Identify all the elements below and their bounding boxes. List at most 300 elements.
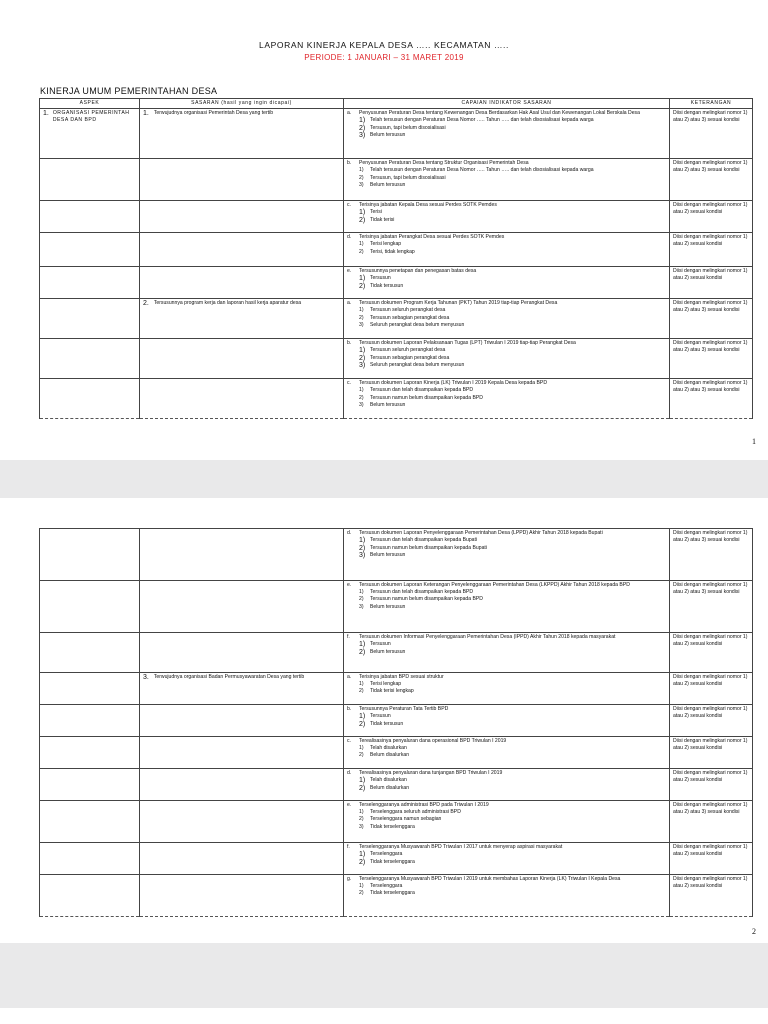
- option-number: 3): [359, 401, 364, 408]
- option-number: 1): [359, 713, 366, 721]
- option-text: Tersusun sebagian perangkat desa: [370, 314, 450, 321]
- keterangan-cell: Diisi dengan melingkari nomor 1) atau 2) atau 3) sesuai kondisi: [670, 379, 753, 419]
- indicator-option: [347, 604, 666, 611]
- option-number: 1): [359, 681, 364, 688]
- indicator-option: [347, 721, 666, 728]
- indicator-option: [347, 537, 666, 544]
- indicator-heading: [347, 634, 666, 641]
- indicator-cell: [344, 379, 670, 419]
- keterangan-cell: Diisi dengan melingkari nomor 1) atau 2) sesuai kondisi: [670, 233, 753, 267]
- option-number: 3): [359, 132, 366, 140]
- page-number: 1: [752, 437, 756, 446]
- indicator-option: [347, 681, 666, 688]
- option-text: Tersusun namun belum disampaikan kepada BPD: [370, 596, 483, 603]
- indicator-cell: [344, 843, 670, 875]
- indicator-option: [347, 395, 666, 402]
- indicator-heading: [347, 234, 666, 241]
- indicator-option: [347, 167, 666, 174]
- option-number: 1): [359, 641, 366, 649]
- option-text: Terisi: [370, 209, 382, 216]
- indicator-option: [347, 117, 666, 124]
- option-number: 2): [359, 248, 364, 255]
- option-text: Tidak tersusun: [370, 720, 404, 727]
- option-text: Tidak tersusun: [370, 282, 404, 289]
- keterangan-cell: Diisi dengan melingkari nomor 1) atau 2) atau 3) sesuai kondisi: [670, 339, 753, 379]
- option-number: 2): [359, 596, 364, 603]
- option-text: Tersusun: [370, 275, 391, 282]
- sasaran-number: 2.: [143, 300, 149, 308]
- option-number: 1): [359, 117, 366, 125]
- document-page-1: [0, 0, 768, 460]
- option-number: 1): [359, 275, 366, 283]
- sasaran-number: 3.: [143, 674, 149, 681]
- indicator-option: [347, 851, 666, 858]
- keterangan-cell: Diisi dengan melingkari nomor 1) atau 2) atau 3) sesuai kondisi: [670, 109, 753, 159]
- sasaran-number: 1.: [143, 110, 149, 118]
- indicator-option: [347, 809, 666, 816]
- header-capaian: CAPAIAN INDIKATOR SASARAN: [344, 99, 670, 109]
- option-number: 3): [359, 362, 366, 370]
- option-text: Terisi lengkap: [370, 681, 402, 688]
- sasaran-cell: [140, 299, 344, 339]
- sasaran-item: [143, 110, 340, 118]
- indicator-option: [347, 688, 666, 695]
- header-keterangan: KETERANGAN: [670, 99, 753, 109]
- table-row: [40, 201, 753, 233]
- indicator-option: [347, 347, 666, 354]
- indicator-text: Tersusunnya penetapan dan penegasan batas desa: [359, 268, 477, 275]
- option-number: 1): [359, 241, 364, 248]
- option-text: Tersusun, tapi belum disosialisasi: [370, 174, 446, 181]
- aspek-cell: [40, 339, 140, 379]
- sasaran-cell: [140, 581, 344, 633]
- indicator-text: Terisinya jabatan Kepala Desa sesuai Perdes SOTK Pemdes: [359, 202, 497, 209]
- aspek-cell: [40, 267, 140, 299]
- indicator-option: [347, 745, 666, 752]
- option-number: 1): [359, 537, 366, 545]
- option-number: 1): [359, 347, 366, 355]
- option-number: 2): [359, 216, 366, 224]
- indicator-text: Penyusunan Peraturan Desa tentang Struktur Organisasi Pemerintah Desa: [359, 160, 529, 167]
- indicator-heading: [347, 110, 666, 117]
- keterangan-cell: Diisi dengan melingkari nomor 1) atau 2) sesuai kondisi: [670, 843, 753, 875]
- indicator-letter: b.: [347, 706, 352, 712]
- indicator-option: [347, 785, 666, 792]
- indicator-text: Penyusunan Peraturan Desa tentang Kewenangan Desa Berdasarkan Hak Asal Usul dan Kewenangan Lokal Berskala Desa: [359, 110, 640, 117]
- keterangan-cell: Diisi dengan melingkari nomor 1) atau 2) atau 3) sesuai kondisi: [670, 159, 753, 201]
- option-text: Belum tersusun: [370, 603, 406, 610]
- indicator-letter: b.: [347, 340, 352, 347]
- table-row: [40, 529, 753, 581]
- table-row: [40, 581, 753, 633]
- option-text: Telah disalurkan: [370, 745, 407, 752]
- indicator-option: [347, 752, 666, 759]
- option-number: 2): [359, 174, 364, 181]
- indicator-option: [347, 249, 666, 256]
- indicator-option: [347, 824, 666, 831]
- keterangan-cell: Diisi dengan melingkari nomor 1) atau 2) sesuai kondisi: [670, 737, 753, 769]
- sasaran-cell: [140, 201, 344, 233]
- indicator-text: Tersusun dokumen Informasi Penyelenggaraan Pemerintahan Desa (IPPD) Akhir Tahun 2018 kepada masyarakat: [359, 634, 616, 640]
- indicator-heading: [347, 202, 666, 209]
- header-aspek: ASPEK: [40, 99, 140, 109]
- indicator-heading: [347, 300, 666, 307]
- aspek-cell: [40, 529, 140, 581]
- indicator-option: [347, 315, 666, 322]
- aspek-cell: [40, 109, 140, 159]
- indicator-option: [347, 387, 666, 394]
- option-number: 1): [359, 809, 364, 816]
- aspek-number: 1.: [43, 110, 49, 118]
- aspek-cell: [40, 875, 140, 917]
- indicator-option: [347, 362, 666, 369]
- table-row: [40, 843, 753, 875]
- option-number: 2): [359, 816, 364, 823]
- sasaran-cell: [140, 769, 344, 801]
- sasaran-cell: [140, 379, 344, 419]
- table-row: [40, 299, 753, 339]
- table-row: [40, 339, 753, 379]
- indicator-text: Terselenggaranya administrasi BPD pada Triwulan I 2019: [359, 802, 489, 808]
- option-text: Terselenggara seluruh administrasi BPD: [370, 809, 461, 816]
- option-number: 2): [359, 282, 366, 290]
- indicator-text: Terselenggaranya Musyawarah BPD Triwulan I 2019 untuk membahas Laporan Kinerja (LK) Triwulan I Kepala Desa: [359, 876, 621, 882]
- aspek-cell: [40, 843, 140, 875]
- sasaran-item: [143, 674, 340, 682]
- indicator-text: Tersusun dokumen Laporan Kinerja (LK) Triwulan I 2019 Kepala Desa kepada BPD: [359, 380, 548, 387]
- indicator-text: Terisinya jabatan BPD sesuai struktur: [359, 674, 444, 680]
- indicator-heading: [347, 802, 666, 809]
- option-number: 2): [359, 544, 366, 552]
- indicator-heading: [347, 530, 666, 537]
- aspek-cell: [40, 201, 140, 233]
- option-text: Tersusun sebagian perangkat desa: [370, 354, 450, 361]
- option-number: 2): [359, 648, 366, 656]
- keterangan-cell: Diisi dengan melingkari nomor 1) atau 2) sesuai kondisi: [670, 705, 753, 737]
- option-text: Terselenggara: [370, 851, 403, 858]
- option-number: 3): [359, 181, 364, 188]
- keterangan-cell: Diisi dengan melingkari nomor 1) atau 2) atau 3) sesuai kondisi: [670, 299, 753, 339]
- sasaran-cell: [140, 737, 344, 769]
- aspek-cell: [40, 769, 140, 801]
- keterangan-cell: Diisi dengan melingkari nomor 1) atau 2) sesuai kondisi: [670, 673, 753, 705]
- option-text: Tersusun seluruh perangkat desa: [370, 307, 446, 314]
- option-text: Belum tersusun: [370, 552, 406, 559]
- indicator-option: [347, 217, 666, 224]
- indicator-cell: [344, 339, 670, 379]
- table-row: [40, 633, 753, 673]
- indicator-letter: c.: [347, 380, 351, 387]
- document-page-3: [0, 1008, 768, 1024]
- sasaran-cell: [140, 233, 344, 267]
- indicator-option: [347, 641, 666, 648]
- indicator-option: [347, 283, 666, 290]
- indicator-option: [347, 545, 666, 552]
- indicator-text: Terselenggaranya Musyawarah BPD Triwulan I 2017 untuk menyerap aspirasi masyarakat: [359, 844, 563, 850]
- option-number: 1): [359, 589, 364, 596]
- indicator-text: Tersusun dokumen Laporan Penyelenggaraan Pemerintahan Desa (LPPD) Akhir Tahun 2018 kepada Bupati: [359, 530, 603, 536]
- table-header-row: [40, 99, 753, 109]
- option-text: Tidak terselenggara: [370, 823, 415, 830]
- indicator-option: [347, 209, 666, 216]
- option-text: Terisi, tidak lengkap: [370, 248, 415, 255]
- sasaran-cell: [140, 633, 344, 673]
- keterangan-cell: Diisi dengan melingkari nomor 1) atau 2) sesuai kondisi: [670, 633, 753, 673]
- option-text: Belum tersusun: [370, 648, 406, 655]
- header-sasaran: SASARAN (hasil yang ingin dicapai): [140, 99, 344, 109]
- option-number: 1): [359, 745, 364, 752]
- option-number: 2): [359, 858, 366, 866]
- sasaran-item: [143, 300, 340, 308]
- indicator-heading: [347, 160, 666, 167]
- option-text: Tersusun dan telah disampaikan kepada BPD: [370, 589, 474, 596]
- table-row: [40, 769, 753, 801]
- aspek-cell: [40, 705, 140, 737]
- option-number: 2): [359, 394, 364, 401]
- indicator-heading: [347, 674, 666, 681]
- kinerja-table-page-1: [39, 98, 753, 419]
- indicator-letter: a.: [347, 300, 352, 307]
- table-row: [40, 109, 753, 159]
- option-text: Tersusun seluruh perangkat desa: [370, 347, 446, 354]
- page-number: 2: [752, 927, 756, 936]
- document-page-2: [0, 498, 768, 943]
- document-period: PERIODE: 1 JANUARI – 31 MARET 2019: [304, 53, 464, 62]
- indicator-heading: [347, 582, 666, 589]
- aspek-cell: [40, 673, 140, 705]
- document-title: LAPORAN KINERJA KEPALA DESA ….. KECAMATAN …..: [259, 40, 509, 50]
- sasaran-cell: [140, 109, 344, 159]
- indicator-option: [347, 182, 666, 189]
- keterangan-cell: Diisi dengan melingkari nomor 1) atau 2) sesuai kondisi: [670, 267, 753, 299]
- indicator-cell: [344, 109, 670, 159]
- indicator-text: Terealisasinya penyaluran dana operasional BPD Triwulan I 2019: [359, 738, 507, 744]
- keterangan-cell: Diisi dengan melingkari nomor 1) atau 2) atau 3) sesuai kondisi: [670, 801, 753, 843]
- option-text: Belum tersusun: [370, 401, 406, 408]
- indicator-letter: e.: [347, 582, 352, 588]
- indicator-heading: [347, 738, 666, 745]
- sasaran-cell: [140, 339, 344, 379]
- option-number: 2): [359, 314, 364, 321]
- aspek-cell: [40, 159, 140, 201]
- table-row: [40, 379, 753, 419]
- indicator-option: [347, 713, 666, 720]
- indicator-letter: e.: [347, 802, 352, 808]
- option-number: 1): [359, 851, 366, 859]
- indicator-heading: [347, 706, 666, 713]
- indicator-letter: c.: [347, 738, 351, 744]
- option-number: 1): [359, 777, 366, 785]
- sasaran-cell: [140, 705, 344, 737]
- indicator-option: [347, 355, 666, 362]
- indicator-cell: [344, 267, 670, 299]
- indicator-heading: [347, 380, 666, 387]
- indicator-option: [347, 241, 666, 248]
- indicator-letter: a.: [347, 110, 352, 117]
- indicator-cell: [344, 633, 670, 673]
- indicator-cell: [344, 737, 670, 769]
- kinerja-table-page-2: [39, 528, 753, 917]
- indicator-letter: f.: [347, 844, 350, 850]
- indicator-cell: [344, 875, 670, 917]
- table-row: [40, 267, 753, 299]
- indicator-letter: d.: [347, 770, 352, 776]
- indicator-text: Tersusun dokumen Program Kerja Tahunan (PKT) Tahun 2019 tiap-tiap Perangkat Desa: [359, 300, 558, 307]
- indicator-heading: [347, 340, 666, 347]
- indicator-letter: e.: [347, 268, 352, 275]
- option-number: 3): [359, 603, 364, 610]
- option-text: Belum tersusun: [370, 181, 406, 188]
- indicator-option: [347, 890, 666, 897]
- indicator-cell: [344, 299, 670, 339]
- aspek-cell: [40, 379, 140, 419]
- indicator-option: [347, 883, 666, 890]
- table-row: [40, 875, 753, 917]
- indicator-option: [347, 859, 666, 866]
- table-row: [40, 801, 753, 843]
- aspek-cell: [40, 801, 140, 843]
- keterangan-cell: Diisi dengan melingkari nomor 1) atau 2) sesuai kondisi: [670, 201, 753, 233]
- indicator-option: [347, 649, 666, 656]
- indicator-option: [347, 132, 666, 139]
- option-text: Tersusun dan telah disampaikan kepada Bupati: [370, 537, 478, 544]
- indicator-option: [347, 125, 666, 132]
- option-number: 2): [359, 890, 364, 897]
- sasaran-cell: [140, 159, 344, 201]
- option-number: 2): [359, 688, 364, 695]
- indicator-letter: g.: [347, 876, 352, 882]
- option-text: Tersusun namun belum disampaikan kepada Bupati: [370, 544, 487, 551]
- sasaran-cell: [140, 801, 344, 843]
- option-text: Tidak terselenggara: [370, 890, 415, 897]
- indicator-letter: a.: [347, 674, 352, 680]
- aspek-cell: [40, 299, 140, 339]
- indicator-cell: [344, 673, 670, 705]
- indicator-text: Tersusun dokumen Laporan Keterangan Penyelenggaraan Pemerintahan Desa (LKPPD) Akhir Tahun 2018 kepada BPD: [359, 582, 630, 588]
- indicator-option: [347, 816, 666, 823]
- sasaran-text: Tersusunnya program kerja dan laporan hasil kerja aparatur desa: [153, 300, 302, 307]
- indicator-option: [347, 322, 666, 329]
- aspek-cell: [40, 633, 140, 673]
- table-row: [40, 705, 753, 737]
- option-text: Tersusun: [370, 641, 391, 648]
- sasaran-text: Terwujudnya organisasi Badan Permusyawaratan Desa yang tertib: [153, 674, 305, 680]
- aspek-cell: [40, 737, 140, 769]
- option-text: Telah tersusun dengan Peraturan Desa Nomor ….. Tahun ….. dan telah disosialisasi kepada warga: [370, 117, 594, 124]
- option-number: 2): [359, 720, 366, 728]
- option-number: 1): [359, 883, 364, 890]
- indicator-option: [347, 275, 666, 282]
- indicator-option: [347, 307, 666, 314]
- indicator-option: [347, 589, 666, 596]
- option-number: 2): [359, 784, 366, 792]
- indicator-option: [347, 552, 666, 559]
- option-number: 2): [359, 354, 366, 362]
- indicator-cell: [344, 705, 670, 737]
- option-number: 1): [359, 307, 364, 314]
- indicator-heading: [347, 268, 666, 275]
- indicator-option: [347, 596, 666, 603]
- option-text: Telah tersusun dengan Peraturan Desa Nomor ….. Tahun ….. dan telah disosialisasi kepada warga: [370, 167, 594, 174]
- option-text: Belum disalurkan: [370, 784, 410, 791]
- keterangan-cell: Diisi dengan melingkari nomor 1) atau 2) sesuai kondisi: [670, 769, 753, 801]
- sasaran-cell: [140, 673, 344, 705]
- keterangan-cell: Diisi dengan melingkari nomor 1) atau 2) atau 3) sesuai kondisi: [670, 529, 753, 581]
- indicator-text: Tersusunnya Peraturan Tata Tertib BPD: [359, 706, 449, 712]
- option-number: 3): [359, 552, 366, 560]
- indicator-text: Tersusun dokumen Laporan Pelaksanaan Tugas (LPT) Triwulan I 2019 tiap-tiap Perangkat Desa: [359, 340, 576, 347]
- indicator-letter: f.: [347, 634, 350, 640]
- sasaran-cell: [140, 875, 344, 917]
- table-row: [40, 159, 753, 201]
- indicator-cell: [344, 769, 670, 801]
- sasaran-cell: [140, 267, 344, 299]
- sasaran-text: Terwujudnya organisasi Pemerintah Desa yang tertib: [153, 110, 274, 117]
- indicator-option: [347, 777, 666, 784]
- option-number: 1): [359, 167, 364, 174]
- aspek-text: ORGANISASI PEMERINTAH DESA DAN BPD: [52, 110, 130, 124]
- indicator-letter: d.: [347, 234, 352, 241]
- option-text: Telah disalurkan: [370, 777, 407, 784]
- aspek-cell: [40, 233, 140, 267]
- option-text: Tidak terselenggara: [370, 858, 415, 865]
- keterangan-cell: Diisi dengan melingkari nomor 1) atau 2) atau 3) sesuai kondisi: [670, 581, 753, 633]
- option-text: Tersusun, tapi belum disosialisasi: [370, 124, 446, 131]
- option-number: 2): [359, 124, 366, 132]
- indicator-heading: [347, 844, 666, 851]
- table-row: [40, 737, 753, 769]
- option-text: Tersusun namun belum disampaikan kepada BPD: [370, 394, 483, 401]
- indicator-text: Terisinya jabatan Perangkat Desa sesuai Perdes SOTK Pemdes: [359, 234, 505, 241]
- indicator-letter: b.: [347, 160, 352, 167]
- indicator-cell: [344, 159, 670, 201]
- indicator-cell: [344, 201, 670, 233]
- table-row: [40, 673, 753, 705]
- indicator-cell: [344, 581, 670, 633]
- option-text: Seluruh perangkat desa belum menyusun: [370, 362, 465, 369]
- option-text: Belum disalurkan: [370, 752, 410, 759]
- sasaran-cell: [140, 529, 344, 581]
- option-text: Terselenggara namun sebagian: [370, 816, 442, 823]
- indicator-heading: [347, 770, 666, 777]
- indicator-option: [347, 402, 666, 409]
- option-text: Terselenggara: [370, 883, 403, 890]
- option-text: Seluruh perangkat desa belum menyusun: [370, 321, 465, 328]
- option-text: Terisi lengkap: [370, 241, 402, 248]
- option-number: 1): [359, 209, 366, 217]
- sasaran-cell: [140, 843, 344, 875]
- option-number: 1): [359, 387, 364, 394]
- indicator-option: [347, 175, 666, 182]
- option-text: Belum tersusun: [370, 132, 406, 139]
- indicator-cell: [344, 233, 670, 267]
- aspek-item: [43, 110, 136, 124]
- option-text: Tersusun: [370, 713, 391, 720]
- indicator-cell: [344, 801, 670, 843]
- option-number: 2): [359, 752, 364, 759]
- option-text: Tidak terisi lengkap: [370, 688, 414, 695]
- indicator-text: Terealisasinya penyaluran dana tunjangan BPD Triwulan I 2019: [359, 770, 503, 776]
- indicator-letter: c.: [347, 202, 351, 209]
- indicator-letter: d.: [347, 530, 352, 536]
- indicator-heading: [347, 876, 666, 883]
- option-number: 3): [359, 321, 364, 328]
- aspek-cell: [40, 581, 140, 633]
- table-row: [40, 233, 753, 267]
- option-text: Tidak terisi: [370, 216, 395, 223]
- option-text: Tersusun dan telah disampaikan kepada BPD: [370, 387, 474, 394]
- section-title: KINERJA UMUM PEMERINTAHAN DESA: [40, 86, 218, 96]
